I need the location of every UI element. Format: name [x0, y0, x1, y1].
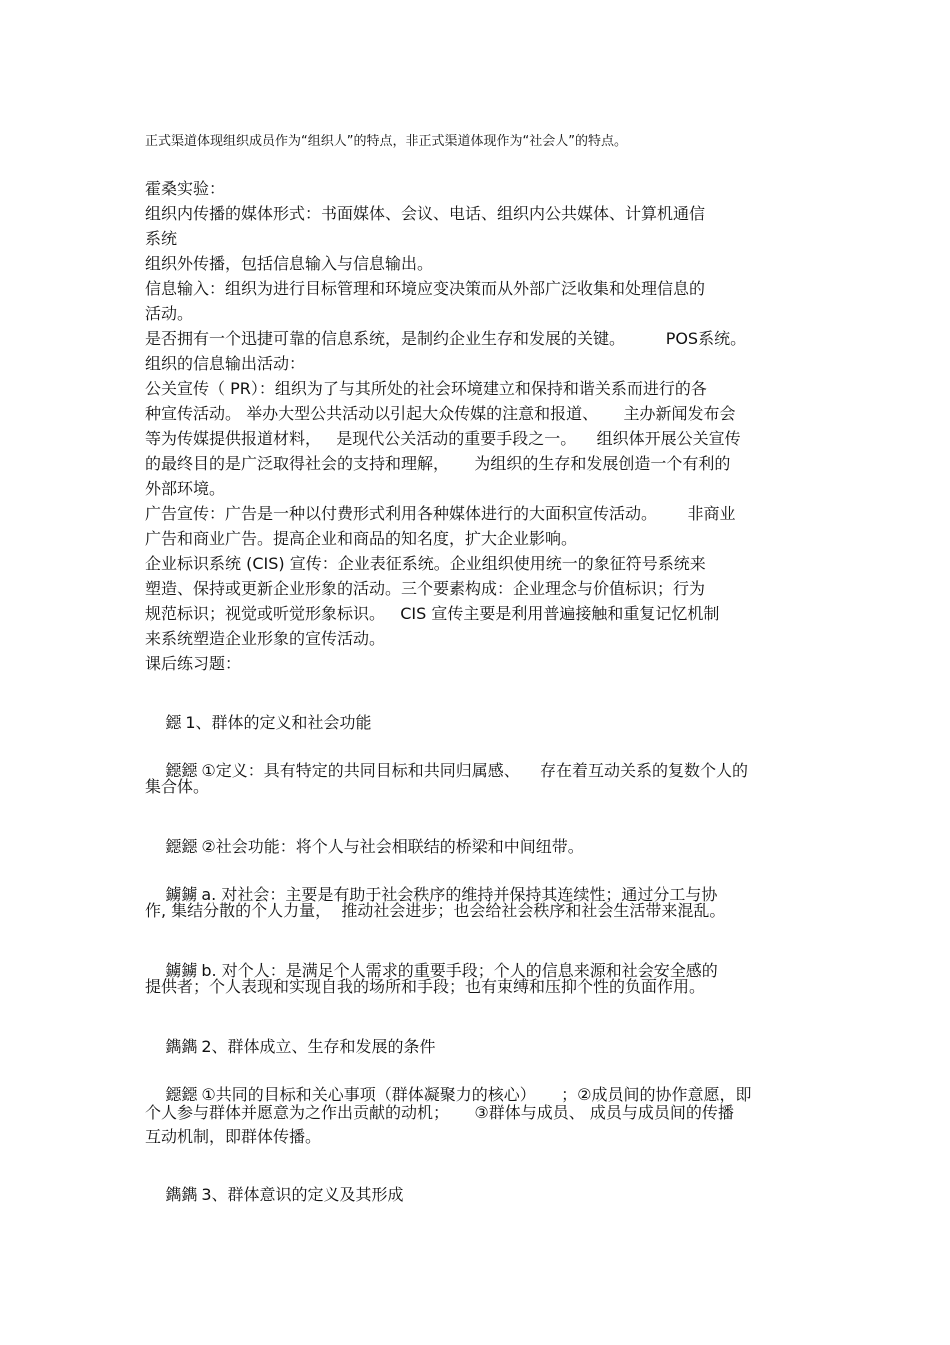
text-line: 鐚鐚 ②社会功能：将个人与社会相联结的桥梁和中间纽带。: [165, 837, 584, 856]
text-line: 种宣传活动。 举办大型公共活动以引起大众传媒的注意和报道、 主办新闻发布会: [145, 404, 736, 423]
bullet-glyph: 鐪鐪: [165, 885, 198, 904]
text-line: 互动机制，即群体传播。: [145, 1127, 322, 1146]
bullet-glyph: 鐚鐚: [165, 761, 198, 780]
heading-text: 1、群体的定义和社会功能: [185, 713, 372, 732]
text-line: 集合体。: [145, 777, 210, 796]
text-line: 塑造、保持或更新企业形象的活动。三个要素构成：企业理念与价值标识；行为: [145, 579, 706, 598]
text-line: 组织的信息输出活动：: [145, 354, 306, 373]
text-line: 个人参与群体并愿意为之作出贡献的动机； ③群体与成员、 成员与成员间的传播: [145, 1103, 734, 1122]
intro-line: 正式渠道体现组织成员作为“组织人”的特点，非正式渠道体现作为“社会人”的特点。: [145, 134, 627, 149]
bullet-glyph: 鐫鐫: [165, 1037, 198, 1056]
text-line: 来系统塑造企业形象的宣传活动。: [145, 629, 386, 648]
text-line: 提供者；个人表现和实现自我的场所和手段；也有束缚和压抑个性的负面作用。: [145, 977, 706, 996]
bullet-glyph: 鐫鐫: [165, 1185, 198, 1204]
text-line: 鐪鐪 b. 对个人：是满足个人需求的重要手段；个人的信息来源和社会安全感的: [165, 961, 718, 980]
text-line: 霍桑实验：: [145, 179, 226, 198]
bullet-glyph: 鐪鐪: [165, 961, 198, 980]
text-line: 外部环境。: [145, 479, 226, 498]
bullet-glyph: 鐚鐚: [165, 837, 198, 856]
text-line: 组织外传播，包括信息输入与信息输出。: [145, 254, 434, 273]
bullet-glyph: 鐚: [165, 713, 182, 732]
text-line: 课后练习题：: [145, 654, 242, 673]
text-line: 信息输入：组织为进行目标管理和环境应变决策而从外部广泛收集和处理信息的: [145, 279, 706, 298]
text-line: 鐪鐪 a. 对社会：主要是有助于社会秩序的维持并保持其连续性；通过分工与协: [165, 885, 718, 904]
heading-line: [145, 1162, 404, 1228]
text-line: 活动。: [145, 304, 194, 323]
bullet-glyph: 鐚鐚: [165, 1085, 198, 1104]
text-line: 的最终目的是广泛取得社会的支持和理解， 为组织的生存和发展创造一个有利的: [145, 454, 731, 473]
text-line: 组织内传播的媒体形式：书面媒体、会议、电话、组织内公共媒体、计算机通信: [145, 204, 706, 223]
text-line: 是否拥有一个迅捷可靠的信息系统，是制约企业生存和发展的关键。 POS系统。: [145, 329, 747, 348]
text-line: 公关宣传（ PR）：组织为了与其所处的社会环境建立和保持和谐关系而进行的各: [145, 379, 707, 398]
text-line: 广告宣传：广告是一种以付费形式利用各种媒体进行的大面积宣传活动。 非商业: [145, 504, 736, 523]
heading-text: 2、群体成立、生存和发展的条件: [201, 1037, 436, 1056]
text-line: 鐚鐚 ①定义：具有特定的共同目标和共同归属感、 存在着互动关系的复数个人的: [165, 761, 749, 780]
text-line: 广告和商业广告。提高企业和商品的知名度，扩大企业影响。: [145, 529, 578, 548]
text-line: 作, 集结分散的个人力量， 推动社会进步；也会给社会秩序和社会生活带来混乱。: [145, 901, 726, 920]
text-line: 系统: [145, 229, 178, 248]
text-line: 企业标识系统 (CIS) 宣传：企业表征系统。企业组织使用统一的象征符号系统来: [145, 554, 706, 573]
text-line: 规范标识；视觉或听觉形象标识。 CIS 宣传主要是利用普遍接触和重复记忆机制: [145, 604, 720, 623]
text-line: 鐚鐚 ①共同的目标和关心事项（群体凝聚力的核心） ；②成员间的协作意愿，即: [165, 1085, 752, 1104]
text-line: 等为传媒提供报道材料， 是现代公关活动的重要手段之一。 组织体开展公关宣传: [145, 429, 741, 448]
heading-text: 3、群体意识的定义及其形成: [201, 1185, 404, 1204]
